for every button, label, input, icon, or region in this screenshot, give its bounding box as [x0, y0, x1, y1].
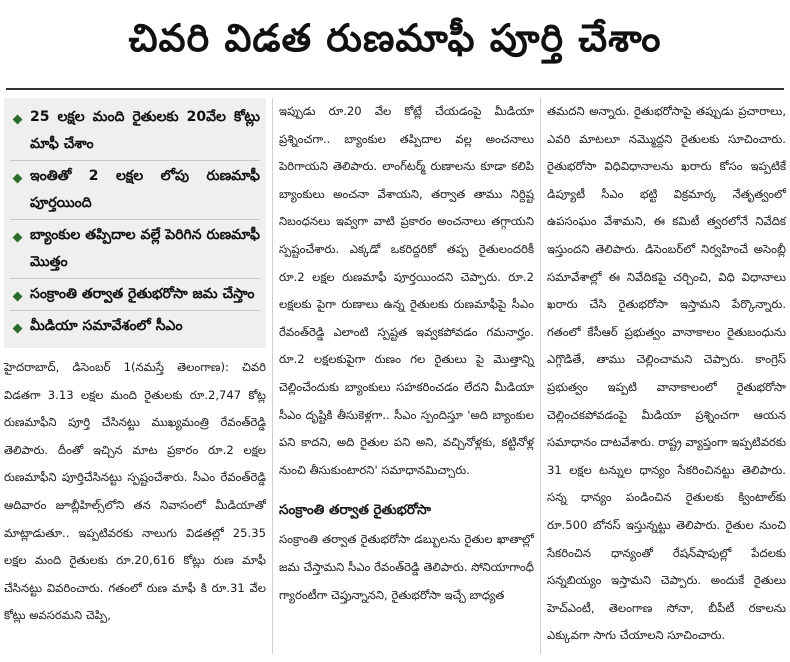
subheading: సంక్రాంతి తర్వాత రైతుభరోసా [279, 502, 432, 519]
diamond-bullet-icon [13, 324, 23, 334]
headline-rule [6, 88, 784, 90]
highlight-text: మీడియా సమావేశంలో సీఎం [30, 318, 183, 334]
highlight-item [10, 102, 260, 161]
highlight-text: ఇంతితో 2 లక్షల లోపు రుణమాఫీ పూర్తయింది [30, 168, 260, 211]
diamond-bullet-icon [13, 174, 23, 184]
highlight-item [10, 161, 260, 220]
highlight-text: 25 లక్షల మంది రైతులకు 20వేల కోట్లు మాఫీ చేశాం [30, 109, 260, 152]
column-2 [272, 98, 534, 654]
diamond-bullet-icon [13, 233, 23, 243]
highlight-text: బ్యాంకుల తప్పిదాల వల్లే పెరిగిన రుణమాఫీ మొత్తం [30, 227, 260, 270]
article-paragraph: తమదని అన్నారు. రైతుభరోసాపై తప్పుడు ప్రచారాలు, ఎవరి మాటలూ నమ్మొద్దని రైతులకు సూచించారు. రైతుభరోసా విధివిధానాలను ఖరారు కోసం ఇప్పటికే డిప్యూటీ సీఎం భట్టి విక్రమార్క నేతృత్వంలో ఉపసంఘం వేశామని, ఈ కమిటీ త్వరలోనే నివేదిక ఇస్తుందని తెలిపారు. డిసెంబర్‌లో నిర్వహించే అసెంబ్లీ సమావేశాల్లో ఈ నివేదికపై చర్చించి, విధి విధానాలు ఖరారు చేసి రైతుభరోసా ఇస్తామని పేర్కొన్నారు. గతంలో కేసీఆర్ ప్రభుత్వం వానాకాలం రైతుబంధును ఎగ్గొడితే, తాము చెల్లించామని చెప్పారు. కాంగ్రెస్ ప్రభుత్వం ఇప్పటి వానాకాలంలో రైతుభరోసా చెల్లించకపోవడంపై మీడియా ప్రశ్నించగా ఆయన సమాధానం దాటవేశారు. రాష్ట్ర వ్యాప్తంగా ఇప్పటివరకు 31 లక్షల టన్నుల ధాన్యం సేకరించినట్టు తెలిపారు. సన్న ధాన్యం పండించిన రైతులకు క్వింటాల్‌కు రూ.500 బోనస్ ఇస్తున్నట్టు తెలిపారు. రైతుల నుంచి సేకరించిన ధాన్యంతో రేషన్‌షాపుల్లో పేదలకు సన్నబియ్యం ఇస్తామని చెప్పారు. అందుకే రైతులు హెచ్‌ఎంటీ, తెలంగాణ సోనా, బీపీటీ రకాలను ఎక్కువగా సాగు చేయాలని సూచించారు. [547, 104, 786, 643]
highlight-item [10, 220, 260, 279]
diamond-bullet-icon [13, 115, 23, 125]
highlight-item [10, 311, 260, 342]
highlight-item [10, 279, 260, 311]
headline: చివరి విడత రుణమాఫీ పూర్తి చేశాం [128, 16, 662, 60]
highlight-text: సంక్రాంతి తర్వాత రైతుభరోసా జమ చేస్తాం [30, 286, 255, 302]
article-paragraph: హైదరాబాద్, డిసెంబర్ 1(నమస్తే తెలంగాణ): చివరి విడతగా 3.13 లక్షల మంది రైతులకు రూ.2,747 కోట్ల రుణమాఫీని పూర్తి చేసినట్టు ముఖ్యమంత్రి రేవంత్‌రెడ్డి తెలిపారు. దీంతో ఇచ్చిన మాట ప్రకారం రూ.2 లక్షల రుణమాఫీని పూర్తిచేసినట్టు స్పష్టంచేశారు. సీఎం రేవంత్‌రెడ్డి ఆదివారం జూబ్లీహిల్స్‌లోని తన నివాసంలో మీడియాతో మాట్లాడుతూ.. ఇప్పటివరకు నాలుగు విడతల్లో 25.35 లక్షల మంది రైతులకు రూ.20,616 కోట్లు రుణ మాఫీ చేసినట్టు వివరించారు. గతంలో రుణ మాఫీ కి రూ.31 వేల కోట్లు అవసరమని చెప్పి, [4, 360, 266, 623]
article-paragraph: ఇప్పుడు రూ.20 వేల కోట్లే చేయడంపై మీడియా ప్రశ్నించగా.. బ్యాంకుల తప్పిదాల వల్ల అంచనాలు పెరిగాయని తెలిపారు. లాంగ్‌టర్మ్ రుణాలను కూడా కలిపి బ్యాంకులు అంచనా వేశాయని, తర్వాత తాము నిర్దిష్ట నిబంధనలు ఇవ్వగా వాటి ప్రకారం అంచనాలు తగ్గాయని స్పష్టంచేశారు. ఎక్కడో ఒకరిద్దరికో తప్ప రైతులందరికీ రూ.2 లక్షల రుణమాఫీ పూర్తయిందని చెప్పారు. రూ.2 లక్షలకు పైగా రుణాలు ఉన్న రైతులకు రుణమాఫీపై సీఎం రేవంత్‌రెడ్డి ఎలాంటి స్పష్టత ఇవ్వకపోవడం గమనార్హం. రూ.2 లక్షలకుపైగా రుణం గల రైతులు పై మొత్తాన్ని చెల్లించేందుకు బ్యాంకులు సహకరించడం లేదని మీడియా సీఎం దృష్టికి తీసుకెళ్లగా.. సీఎం స్పందిస్తూ 'అది బ్యాంకుల పని కాదని, అది రైతుల పని అని, వచ్చినోళ్లకు, కట్టినోళ్ల నుంచి తీసుకుంటారని' సమాధానమిచ్చారు. [279, 104, 534, 477]
column-3 [540, 98, 786, 654]
article-paragraph: సంక్రాంతి తర్వాత రైతుభరోసా డబ్బులను రైతుల ఖాతాల్లో జమ చేస్తామని సీఎం రేవంత్‌రెడ్డి తెలిపారు. సోనియాగాంధీ గ్యారంటీగా చెప్తున్నానని, రైతుభరోసా ఇచ్చే బాధ్యత [279, 532, 534, 602]
diamond-bullet-icon [13, 292, 23, 302]
column-1 [4, 98, 266, 654]
highlights-box [4, 98, 266, 348]
